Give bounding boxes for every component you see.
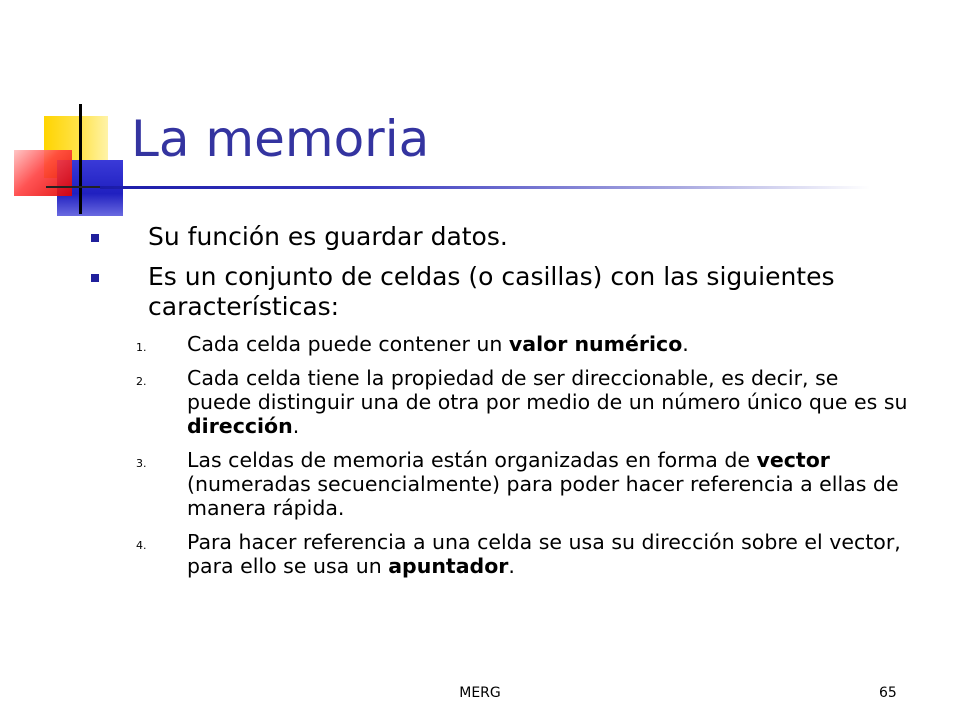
bullet-item	[88, 222, 908, 252]
item-text-end: .	[292, 414, 300, 438]
item-text: Cada celda puede contener un	[187, 332, 509, 356]
square-bullet-icon	[91, 234, 99, 242]
item-number: 1.	[136, 341, 147, 354]
item-bold-term: valor numérico	[508, 332, 683, 356]
item-text-end: .	[508, 554, 515, 578]
bullet-text: Su función es guardar datos.	[148, 222, 508, 251]
bullet-item	[88, 262, 908, 322]
numbered-item	[88, 530, 908, 578]
item-text: Para hacer referencia a una celda se usa su dirección sobre el vector, para ello se usa un	[187, 530, 901, 578]
vertical-line-decoration	[79, 104, 82, 214]
title-underline-rule	[100, 186, 870, 189]
item-text-end: (numeradas secuencialmente) para poder hacer referencia a ellas de manera rápida.	[187, 472, 899, 520]
bullet-text: Es un conjunto de celdas (o casillas) con las siguientes características:	[148, 262, 835, 321]
item-number: 2.	[136, 375, 147, 388]
numbered-list	[88, 332, 908, 578]
footer-author: MERG	[459, 685, 501, 701]
numbered-item	[88, 332, 908, 356]
numbered-item	[88, 448, 908, 520]
item-text: Cada celda tiene la propiedad de ser direccionable, es decir, se puede distinguir una de otra por medio de un número único que es su	[187, 366, 908, 414]
item-text: Las celdas de memoria están organizadas en forma de	[187, 448, 757, 472]
slide-content	[88, 222, 908, 588]
red-square-decoration	[14, 150, 72, 196]
item-number: 3.	[136, 457, 147, 470]
item-number: 4.	[136, 539, 147, 552]
numbered-item	[88, 366, 908, 438]
square-bullet-icon	[91, 274, 99, 282]
item-bold-term: apuntador	[388, 554, 509, 578]
slide-title: La memoria	[131, 110, 430, 168]
item-text-end: .	[682, 332, 689, 356]
item-bold-term: dirección	[187, 414, 293, 438]
item-bold-term: vector	[756, 448, 830, 472]
footer-page-number: 65	[879, 685, 897, 701]
